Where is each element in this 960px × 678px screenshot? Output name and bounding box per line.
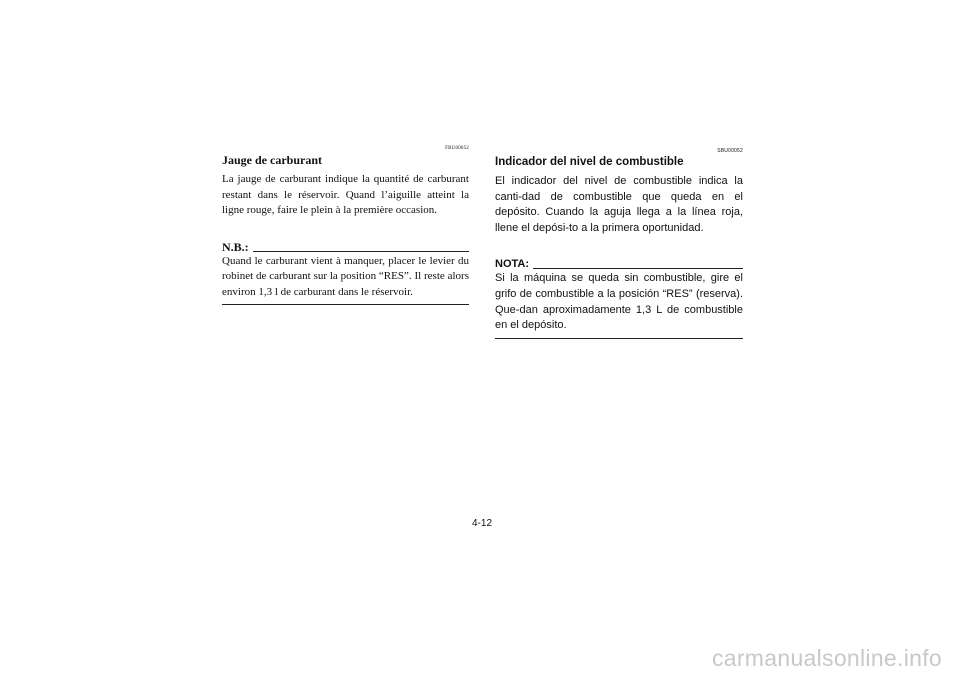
french-column <box>222 146 469 305</box>
section-heading: Jauge de carburant <box>222 153 322 167</box>
page-number <box>0 518 960 530</box>
section-paragraph: La jauge de carburant indique la quantité de carburant restant dans le réservoir. Quand l’aiguille atteint la ligne rouge, faire le plein à la première occasion. <box>222 173 469 216</box>
watermark: carmanualsonline.info <box>711 645 942 671</box>
note-text: Si la máquina se queda sin combustible, gire el grifo de combustible a la posición “RES” (reserva). Que-dan aproximadamente 1,3 L de combustible en el depósito. <box>495 272 743 332</box>
section-paragraph: El indicador del nivel de combustible indica la canti-dad de combustible que queda en el depósito. Cuando la aguja llega a la línea roja, llene el depósi-to a la primera oportunidad. <box>495 175 743 234</box>
spanish-column <box>495 146 743 339</box>
section-code: SBU00052 <box>717 148 743 154</box>
note-rule <box>533 268 743 269</box>
note-end-rule <box>495 338 743 339</box>
note-end-rule <box>222 304 469 305</box>
note-label: N.B.: <box>222 239 249 254</box>
note-rule <box>253 251 469 252</box>
note-text: Quand le carburant vient à manquer, placer le levier du robinet de carburant sur la position “RES”. Il reste alors environ 1,3 l de carburant dans le réservoir. <box>222 254 469 298</box>
page-number-text: 4-12 <box>471 518 492 529</box>
note-label: NOTA: <box>495 258 530 271</box>
note-header <box>222 240 469 254</box>
section-heading: Indicador del nivel de combustible <box>495 156 684 168</box>
note-header <box>495 257 743 271</box>
section-code: FBU00052 <box>445 146 469 151</box>
